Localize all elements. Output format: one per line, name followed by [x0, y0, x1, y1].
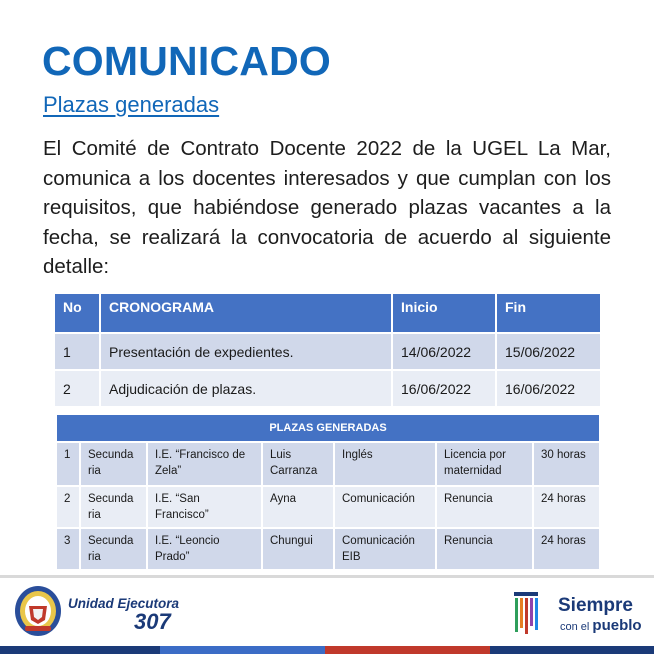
plaza-cell-reason: Renuncia: [437, 527, 534, 569]
plaza-cell-level: Secunda ria: [81, 527, 148, 569]
plaza-cell-school: I.E. “Francisco de Zela”: [148, 441, 263, 485]
plaza-cell-school: I.E. “Leoncio Prado”: [148, 527, 263, 569]
plaza-cell-no: 1: [57, 441, 81, 485]
schedule-cell-activity: Presentación de expedientes.: [101, 332, 393, 369]
plaza-cell-area: Inglés: [335, 441, 437, 485]
schedule-cell-end: 15/06/2022: [497, 332, 600, 369]
schedule-cell-end: 16/06/2022: [497, 369, 600, 406]
brand-name: Siempre: [558, 595, 633, 616]
plaza-cell-hours: 30 horas: [534, 441, 599, 485]
schedule-header-inicio: Inicio: [393, 294, 497, 332]
page-subtitle: Plazas generadas: [43, 92, 220, 117]
schedule-table: [55, 294, 600, 406]
unit-number: 307: [134, 609, 171, 634]
table-row: [57, 441, 599, 485]
page-title: COMUNICADO: [42, 38, 331, 84]
plazas-header-row: [57, 415, 599, 441]
footer-bar-segment: [160, 646, 325, 654]
plaza-cell-area: Comunicación: [335, 485, 437, 527]
communique-body: El Comité de Contrato Docente 2022 de la UGEL La Mar, comunica a los docentes interesados y que cumplan con los requisitos, que habiéndose generado plazas vacantes a la fecha, se realizará la convocatoria de acuerdo al siguiente detalle:: [43, 137, 611, 279]
table-row: [57, 485, 599, 527]
table-row: [55, 332, 600, 369]
plaza-cell-place: Chungui: [263, 527, 335, 569]
brand-tagline-prefix: con el: [560, 621, 590, 633]
plaza-cell-no: 2: [57, 485, 81, 527]
brand-tagline-suffix: pueblo: [592, 617, 642, 634]
footer-divider: [0, 575, 654, 578]
schedule-header-row: [55, 294, 600, 332]
schedule-cell-start: 16/06/2022: [393, 369, 497, 406]
plaza-cell-level: Secunda ria: [81, 485, 148, 527]
plaza-cell-reason: Licencia por maternidad: [437, 441, 534, 485]
plazas-table: [57, 415, 599, 569]
schedule-cell-no: 2: [55, 369, 101, 406]
plaza-cell-place: Ayna: [263, 485, 335, 527]
footer-bar-segment: [490, 646, 654, 654]
footer-bar-segment: [325, 646, 490, 654]
brand-tagline: [560, 617, 642, 634]
footer-bar-segment: [0, 646, 160, 654]
plaza-cell-reason: Renuncia: [437, 485, 534, 527]
plazas-header: PLAZAS GENERADAS: [57, 415, 599, 441]
unit-label: Unidad Ejecutora: [68, 596, 180, 611]
plaza-cell-area: Comunicación EIB: [335, 527, 437, 569]
plaza-cell-hours: 24 horas: [534, 527, 599, 569]
footer-color-bar: [0, 646, 654, 654]
schedule-header-fin: Fin: [497, 294, 600, 332]
schedule-cell-start: 14/06/2022: [393, 332, 497, 369]
schedule-header-cronograma: CRONOGRAMA: [101, 294, 393, 332]
table-row: [57, 527, 599, 569]
plaza-cell-no: 3: [57, 527, 81, 569]
plaza-cell-place: Luis Carranza: [263, 441, 335, 485]
schedule-header-no: No: [55, 294, 101, 332]
schedule-cell-no: 1: [55, 332, 101, 369]
striped-flag-icon: [514, 592, 538, 634]
table-row: [55, 369, 600, 406]
plaza-cell-level: Secunda ria: [81, 441, 148, 485]
plaza-cell-school: I.E. “San Francisco”: [148, 485, 263, 527]
plaza-cell-hours: 24 horas: [534, 485, 599, 527]
schedule-cell-activity: Adjudicación de plazas.: [101, 369, 393, 406]
institution-seal-icon: [13, 584, 63, 638]
